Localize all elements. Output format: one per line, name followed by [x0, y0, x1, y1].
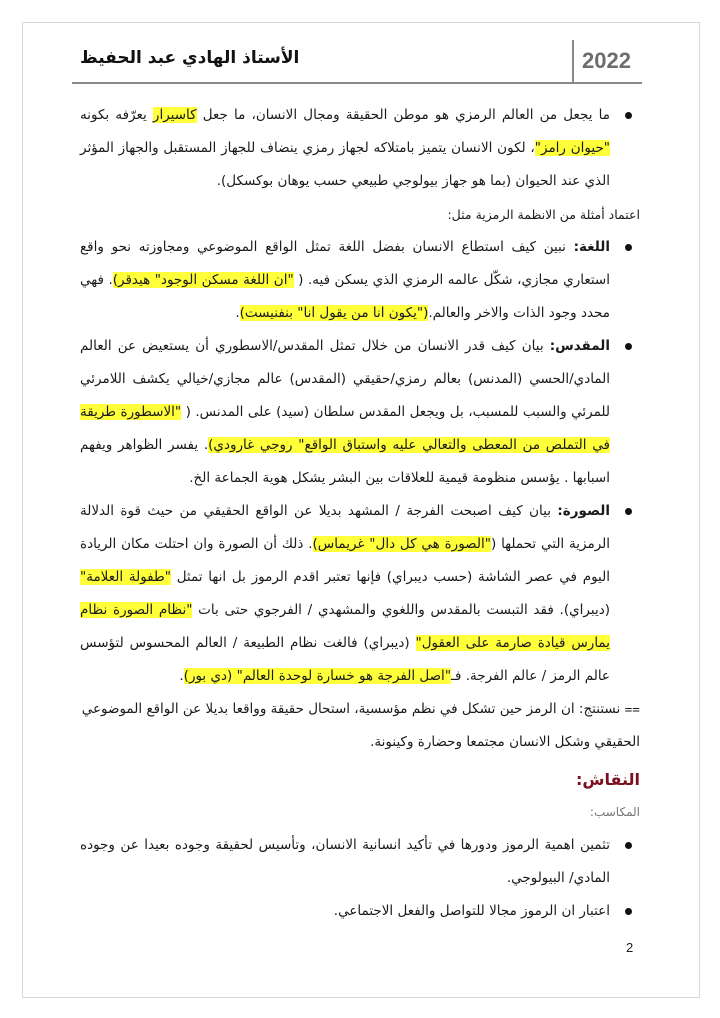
document-body — [80, 95, 640, 928]
highlight: "الاسطورة طريقة في التملص من المعطى والتعالي عليه واستباق الواقع" روجي غارودي) — [80, 404, 610, 453]
highlight: "اصل الفرجة هو خسارة لوحدة العالم" (دي بور) — [183, 668, 452, 684]
author-title: الأستاذ الهادي عبد الحفيظ — [80, 48, 300, 68]
highlight: "الصورة هي كل دال" غريماس) — [312, 536, 491, 552]
highlight: ("يكون انا من يقول انا" بنفنيست) — [239, 305, 429, 321]
bullet-image — [80, 495, 640, 693]
text: يعرّفه بكونه — [80, 107, 153, 123]
bullet-label: الصورة: — [557, 503, 610, 519]
header-year: 2022 — [582, 48, 631, 73]
text: نبين كيف استطاع الانسان بفضل اللغة تمثل الواقع الموضوعي ومجاوزته نحو واقع استعاري مجازي، شكّل عالمه الرمزي الذي يسكن فيه. ( — [80, 239, 610, 288]
intro-paragraph: اعتماد أمثلة من الانظمة الرمزية مثل: — [447, 207, 640, 222]
text: . يفسر الظواهر ويفهم اسبابها . يؤسس منظومة قيمية للعلاقات بين البشر يشكل هوية الجماعة الخ. — [80, 437, 610, 486]
bullet-label: المقدس: — [549, 338, 610, 354]
text: . ذلك أن الصورة وان احتلت مكان الريادة اليوم في عصر الشاشة (حسب ديبراي) فإنها تعتبر اقدم الرموز بل انها تمثل — [80, 536, 610, 585]
gains-subheading: المكاسب: — [589, 805, 640, 819]
text: بيان كيف قدر الانسان من خلال تمثل المقدس/الاسطوري أن يستعيض عن العالم المادي/الحسي (المدنس) بعالم رمزي/حقيقي (المقدس) عالم مجازي/خيالي يكشف اللامرئي للمرئي والسبب للمسبب، بل ويجعل المقدس سلطان (سيد) على المدنس. ( — [80, 338, 610, 420]
highlight: "حيوان رامز" — [534, 140, 611, 156]
highlight: كاسيرار — [152, 107, 197, 123]
discussion-heading: النقاش: — [575, 770, 640, 789]
page-header — [72, 40, 642, 84]
text: (ديبراي). فقد التبست بالمقدس واللغوي والمشهدي / الفرجوي حتى بات — [192, 602, 610, 618]
text: . — [179, 668, 184, 684]
highlight: "نظام الصورة نظام يمارس قيادة صارمة على العقول" — [80, 602, 610, 651]
highlight: "ان اللغة مسكن الوجود" هيدقر) — [112, 272, 294, 288]
header-divider — [572, 40, 574, 84]
highlight: "طفولة العلامة" — [80, 569, 171, 585]
text: ، لكون الانسان يتميز بامتلاكه لجهاز رمزي ينضاف للجهاز المستقبل والجهاز المؤثر الذي عند الحيوان (بما هو جهاز بيولوجي طبيعي حسب يوهان بوكسكل). — [80, 140, 610, 189]
page-number: 2 — [626, 940, 634, 955]
text: . فهي محدد وجود الذات والاخر والعالم. — [80, 272, 610, 321]
gain-item: اعتبار ان الرموز مجالا للتواصل والفعل الاجتماعي. — [80, 895, 640, 928]
bullet-label: اللغة: — [573, 239, 610, 255]
conclusion-paragraph: ⩵ نستنتج: ان الرمز حين تشكل في نظم مؤسسية، استحال حقيقة وواقعا بديلا عن الواقع الموضوعي الحقيقي وشكل الانسان مجتمعا وحضارة وكينونة. — [81, 701, 640, 750]
gain-item: تثمين اهمية الرموز ودورها في تأكيد انسانية الانسان، وتأسيس لحقيقة وجوده بعيدا عن وجوده المادي/ البيولوجي. — [80, 829, 640, 895]
bullet-sacred — [80, 330, 640, 495]
text: ما يجعل من العالم الرمزي هو موطن الحقيقة ومجال الانسان، ما جعل — [196, 107, 610, 123]
bullet-language — [80, 231, 640, 330]
text: . — [235, 305, 240, 321]
text: (ديبراي) فالغت نظام الطبيعة / العالم المحسوس لتؤسس عالم الرمز / عالم الفرجة. فـ — [80, 635, 610, 684]
bullet-symbolic-world — [80, 99, 640, 198]
text: بيان كيف اصبحت الفرجة / المشهد بديلا عن الواقع الحقيقي من حيث قوة الدلالة الرمزية التي تحملها ( — [80, 503, 611, 552]
